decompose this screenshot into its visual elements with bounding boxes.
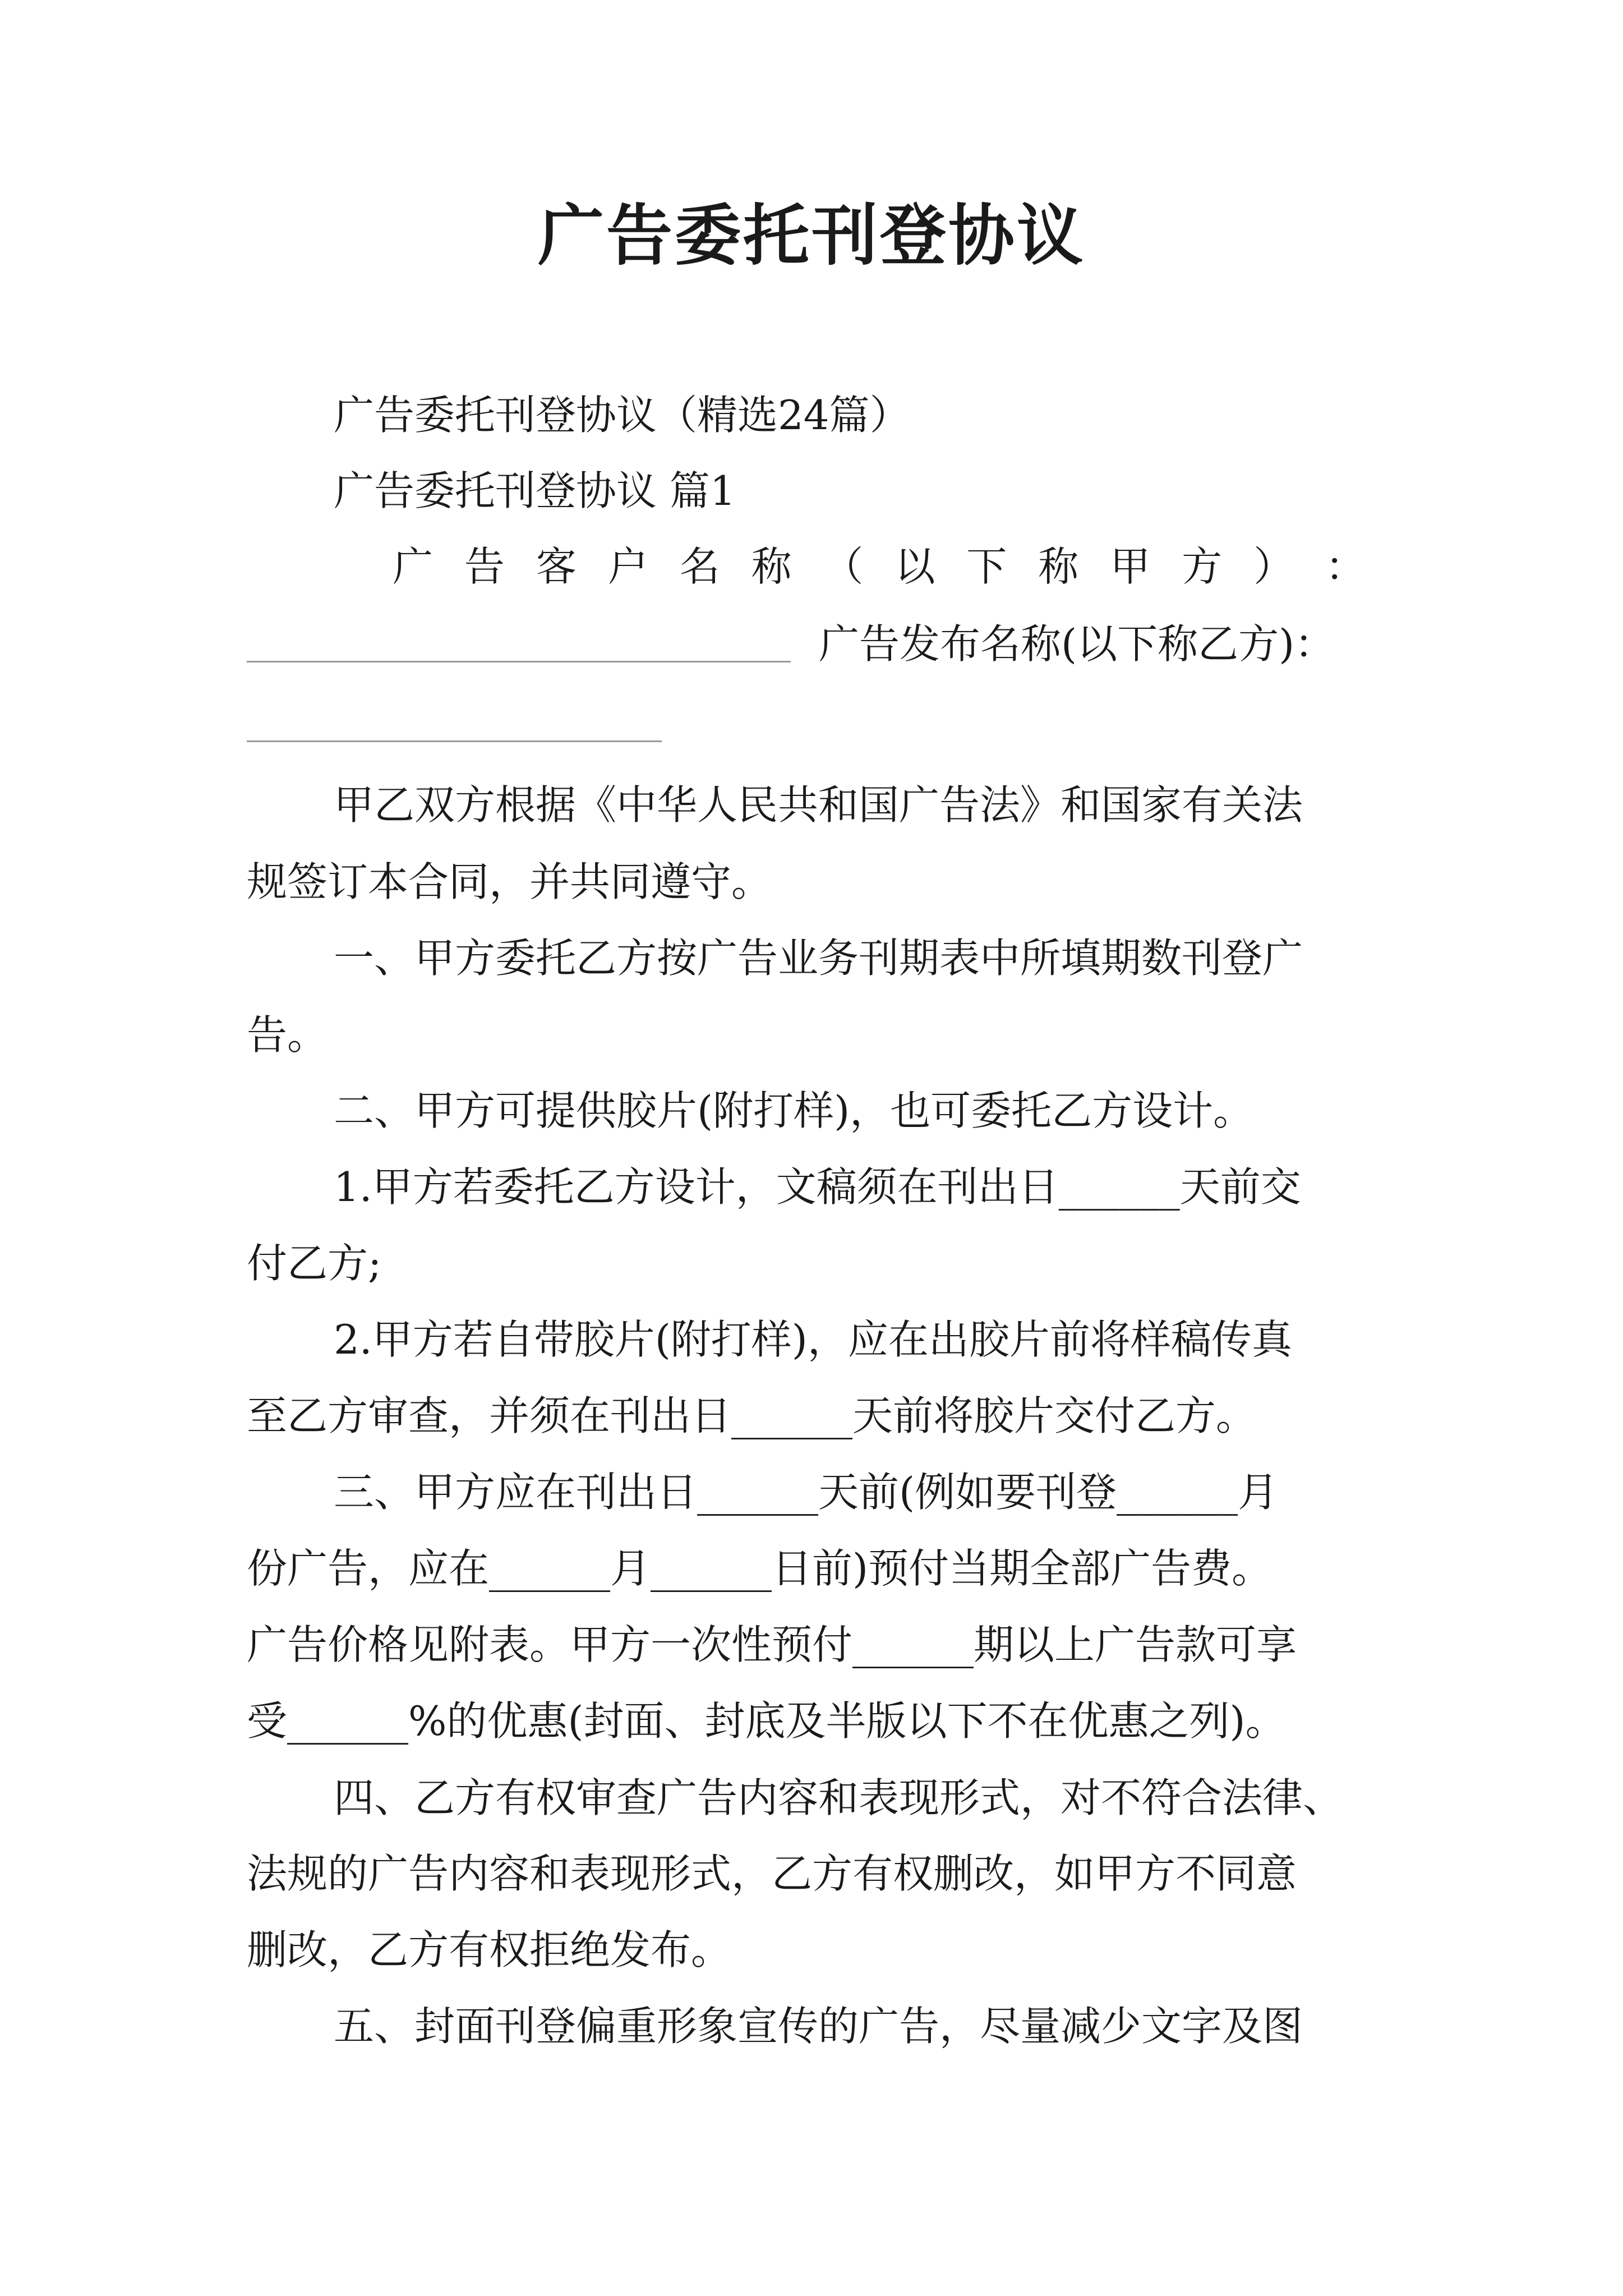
paragraph-line: 甲乙双方根据《中华人民共和国广告法》和国家有关法 xyxy=(334,781,1303,829)
party-a-char: 称 xyxy=(751,543,792,590)
party-a-char: 方 xyxy=(1182,543,1223,590)
party-a-blank-line xyxy=(247,661,791,662)
paragraph-line: 二、甲方可提供胶片(附打样)，也可委托乙方设计。 xyxy=(334,1087,1254,1134)
document-title: 广告委托刊登协议 xyxy=(537,196,1085,274)
paragraph-line: 一、甲方委托乙方按广告业务刊期表中所填期数刊登广 xyxy=(334,935,1303,982)
paragraph-line: 规签订本合同，并共同遵守。 xyxy=(247,858,772,905)
party-a-char: 户 xyxy=(607,543,648,590)
paragraph-line: 广告价格见附表。甲方一次性预付______期以上广告款可享 xyxy=(247,1621,1297,1668)
party-a-label xyxy=(393,539,1366,595)
paragraph-line: 2.甲方若自带胶片(附打样)，应在出胶片前将样稿传真 xyxy=(334,1316,1292,1363)
party-b-label: 广告发布名称(以下称乙方)： xyxy=(819,620,1335,668)
party-a-char: ） xyxy=(1253,543,1294,590)
paragraph-line: 法规的广告内容和表现形式，乙方有权删改，如甲方不同意 xyxy=(247,1850,1297,1897)
paragraph-line: 付乙方; xyxy=(247,1240,382,1287)
paragraph-line: 受______%的优惠(封面、封底及半版以下不在优惠之列)。 xyxy=(247,1697,1286,1745)
party-b-blank-line xyxy=(247,740,662,742)
party-a-char: 客 xyxy=(536,543,577,590)
paragraph-line: 至乙方审查，并须在刊出日______天前将胶片交付乙方。 xyxy=(247,1392,1257,1439)
party-a-char: 甲 xyxy=(1110,543,1151,590)
party-a-char: 称 xyxy=(1038,543,1079,590)
party-a-char: 名 xyxy=(679,543,720,590)
paragraph-line: 份广告，应在______月______日前)预付当期全部广告费。 xyxy=(247,1545,1272,1592)
paragraph-line: 1.甲方若委托乙方设计，文稿须在刊出日______天前交 xyxy=(334,1163,1301,1211)
paragraph-line: 删改，乙方有权拒绝发布。 xyxy=(247,1926,732,1973)
paragraph-line: 四、乙方有权审查广告内容和表现形式，对不符合法律、 xyxy=(334,1774,1344,1821)
paragraph-line: 五、封面刊登偏重形象宣传的广告，尽量减少文字及图 xyxy=(334,2003,1303,2050)
section-heading: 广告委托刊登协议 篇1 xyxy=(334,467,736,514)
party-a-char: 以 xyxy=(895,543,935,590)
party-a-char: 下 xyxy=(966,543,1007,590)
party-a-char: 告 xyxy=(464,543,505,590)
party-a-char: ： xyxy=(1325,543,1366,590)
party-a-char: （ xyxy=(823,543,864,590)
paragraph-line: 三、甲方应在刊出日______天前(例如要刊登______月 xyxy=(334,1469,1279,1516)
party-a-char: 广 xyxy=(393,543,434,590)
document-subtitle: 广告委托刊登协议（精选24篇） xyxy=(334,392,910,439)
paragraph-line: 告。 xyxy=(247,1011,328,1059)
